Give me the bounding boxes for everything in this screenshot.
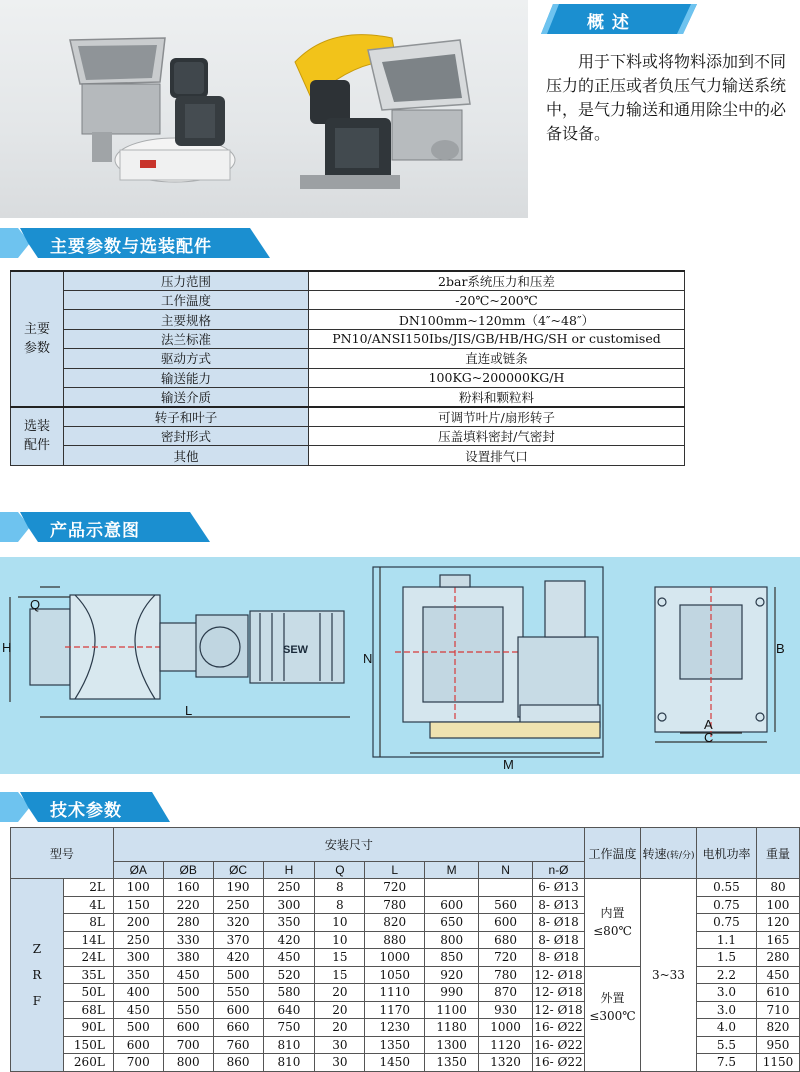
param-label: 输送能力	[64, 368, 309, 387]
table-cell: 1150	[756, 1054, 799, 1072]
table-cell: 100	[113, 879, 163, 897]
diagram-title: 产品示意图	[50, 521, 140, 541]
table-row	[11, 426, 685, 445]
overview-title: 概 述	[587, 13, 630, 33]
param-label: 工作温度	[64, 291, 309, 310]
table-cell: 16- Ø22	[534, 1037, 583, 1052]
table-row	[11, 349, 685, 368]
table-row	[11, 329, 685, 348]
overview-paragraph: 用于下料或将物料添加到不同压力的正压或者负压气力输送系统中，是气力输送和通用除尘中的必备设备。	[546, 52, 787, 143]
table-cell: 0.55	[696, 879, 756, 897]
table-cell: 190	[213, 879, 263, 897]
table-cell: 200	[113, 914, 163, 932]
table-row	[11, 368, 685, 387]
overview-text	[546, 50, 800, 146]
table-cell: 640	[263, 1001, 315, 1019]
product-photo-illustration	[0, 0, 528, 218]
diagram-header	[0, 512, 210, 542]
param-label: 压力范围	[64, 271, 309, 291]
table-cell: 1180	[425, 1019, 479, 1037]
table-cell: 5.5	[696, 1036, 756, 1054]
table-cell: 1000	[479, 1019, 533, 1037]
table-cell: 600	[425, 896, 479, 914]
table-cell: 8- Ø18	[533, 914, 585, 932]
table-cell: 1050	[365, 966, 425, 984]
table-cell: 700	[113, 1054, 163, 1072]
table-cell: 350	[113, 966, 163, 984]
param-value: 可调节叶片/扇形转子	[309, 407, 685, 427]
table-cell: 810	[263, 1054, 315, 1072]
table-cell: 12- Ø18	[534, 985, 583, 1000]
table-cell: 600	[213, 1001, 263, 1019]
table-cell	[479, 879, 533, 897]
table-cell: 380	[163, 949, 213, 967]
table-cell: 4L	[63, 896, 113, 914]
params-group-main	[11, 271, 64, 407]
table-cell: 30	[315, 1036, 365, 1054]
th-dim: L	[365, 862, 425, 879]
table-cell: 12- Ø18	[534, 967, 583, 982]
tech-table-body	[11, 879, 800, 1072]
table-cell: 7.5	[696, 1054, 756, 1072]
params-group-optional	[11, 407, 64, 465]
product-diagram	[0, 557, 800, 774]
table-cell: 500	[113, 1019, 163, 1037]
table-cell: 260L	[63, 1054, 113, 1072]
params-table	[10, 270, 685, 466]
table-cell: 1110	[365, 984, 425, 1002]
dim-label-n: N	[363, 651, 373, 666]
table-cell: 760	[213, 1036, 263, 1054]
table-cell: 930	[479, 1001, 533, 1019]
table-cell: 1170	[365, 1001, 425, 1019]
table-cell: 16- Ø22	[534, 1020, 583, 1035]
params-group-optional-label: 选装 配件	[23, 419, 50, 454]
table-cell: 1120	[479, 1036, 533, 1054]
th-dim: ØA	[113, 862, 163, 879]
series-letter: R	[32, 967, 42, 982]
table-cell: 80	[756, 879, 799, 897]
th-speed	[640, 828, 696, 879]
params-group-main-label: 主要 参数	[23, 321, 50, 356]
table-cell: 1320	[479, 1054, 533, 1072]
table-cell: 420	[213, 949, 263, 967]
table-cell: 800	[163, 1054, 213, 1072]
table-cell: 100	[756, 896, 799, 914]
table-cell: 350	[263, 914, 315, 932]
table-cell: 520	[263, 966, 315, 984]
table-cell: 24L	[63, 949, 113, 967]
product-photo	[0, 0, 528, 218]
table-cell: 1300	[425, 1036, 479, 1054]
table-cell: 120	[756, 914, 799, 932]
tech-table	[10, 827, 800, 1072]
table-cell: 850	[425, 949, 479, 967]
table-cell: 990	[425, 984, 479, 1002]
table-cell: 280	[163, 914, 213, 932]
table-row	[11, 879, 800, 897]
param-value: 直连或链条	[309, 349, 685, 368]
table-cell: 2L	[63, 879, 113, 897]
table-cell: 250	[113, 931, 163, 949]
param-label: 驱动方式	[64, 349, 309, 368]
table-cell: 330	[163, 931, 213, 949]
dim-label-c: C	[704, 730, 714, 745]
th-speed-label: 转速	[642, 846, 667, 861]
table-cell: 300	[263, 896, 315, 914]
table-cell: 15	[315, 966, 365, 984]
table-cell: 780	[479, 966, 533, 984]
table-cell: 10	[315, 914, 365, 932]
table-cell: 20	[315, 1019, 365, 1037]
table-cell: 8- Ø18	[533, 949, 585, 967]
table-cell: 580	[263, 984, 315, 1002]
table-cell: 250	[263, 879, 315, 897]
table-cell: 8- Ø13	[533, 896, 585, 914]
param-value: PN10/ANSI150Ibs/JIS/GB/HB/HG/SH or customised	[309, 329, 685, 348]
table-cell: 950	[756, 1036, 799, 1054]
table-cell: 650	[425, 914, 479, 932]
table-cell: 920	[425, 966, 479, 984]
temp-outer: 外置 ≤300℃	[585, 966, 641, 1071]
th-dim: ØC	[213, 862, 263, 879]
th-dim: M	[425, 862, 479, 879]
table-cell: 3.0	[696, 1001, 756, 1019]
table-cell: 35L	[63, 966, 113, 984]
speed-value: 3~33	[640, 879, 696, 1072]
table-cell: 300	[113, 949, 163, 967]
param-value: 100KG~200000KG/H	[309, 368, 685, 387]
th-dim: N	[479, 862, 533, 879]
table-cell: 8	[315, 879, 365, 897]
table-cell: 450	[756, 966, 799, 984]
table-cell: 0.75	[696, 914, 756, 932]
table-cell: 500	[163, 984, 213, 1002]
table-cell: 14L	[63, 931, 113, 949]
th-dim: Q	[315, 862, 365, 879]
table-cell	[425, 879, 479, 897]
table-cell: 500	[213, 966, 263, 984]
table-cell: 150L	[63, 1036, 113, 1054]
dim-label-q: Q	[30, 597, 41, 612]
param-label: 其他	[64, 446, 309, 465]
table-cell: 450	[113, 1001, 163, 1019]
table-cell: 1.5	[696, 949, 756, 967]
tech-header	[0, 792, 170, 822]
table-cell: 860	[213, 1054, 263, 1072]
table-cell: 3.0	[696, 984, 756, 1002]
param-value: 设置排气口	[309, 446, 685, 465]
table-cell: 320	[213, 914, 263, 932]
params-header	[0, 228, 270, 258]
table-cell: 68L	[63, 1001, 113, 1019]
table-cell: 420	[263, 931, 315, 949]
th-speed-unit: (转/分)	[666, 850, 695, 861]
series-letter: F	[32, 993, 42, 1008]
table-cell: 600	[163, 1019, 213, 1037]
param-value: -20℃~200℃	[309, 291, 685, 310]
table-cell: 820	[756, 1019, 799, 1037]
table-cell: 750	[263, 1019, 315, 1037]
dim-label-m: M	[503, 757, 514, 772]
table-cell: 1.1	[696, 931, 756, 949]
table-cell: 20	[315, 1001, 365, 1019]
table-cell: 800	[425, 931, 479, 949]
table-row	[11, 310, 685, 329]
table-cell: 10	[315, 931, 365, 949]
table-cell: 50L	[63, 984, 113, 1002]
overview-header	[541, 4, 697, 34]
table-cell: 90L	[63, 1019, 113, 1037]
table-row	[11, 407, 685, 427]
table-cell: 16- Ø22	[534, 1055, 583, 1070]
th-weight: 重量	[756, 828, 799, 879]
table-cell: 1230	[365, 1019, 425, 1037]
table-cell: 710	[756, 1001, 799, 1019]
table-cell: 610	[756, 984, 799, 1002]
param-label: 法兰标准	[64, 329, 309, 348]
table-cell: 370	[213, 931, 263, 949]
table-row	[11, 446, 685, 465]
table-cell: 700	[163, 1036, 213, 1054]
th-temp: 工作温度	[585, 828, 641, 879]
table-cell: 780	[365, 896, 425, 914]
tech-title: 技术参数	[50, 801, 122, 821]
table-cell: 600	[113, 1036, 163, 1054]
table-cell: 165	[756, 931, 799, 949]
dim-label-h: H	[2, 640, 12, 655]
table-cell: 680	[479, 931, 533, 949]
table-cell: 8L	[63, 914, 113, 932]
table-cell: 870	[479, 984, 533, 1002]
th-power: 电机功率	[696, 828, 756, 879]
param-value: DN100mm~120mm（4″~48″）	[309, 310, 685, 329]
table-cell: 880	[365, 931, 425, 949]
table-cell: 810	[263, 1036, 315, 1054]
table-cell: 15	[315, 949, 365, 967]
table-cell: 8	[315, 896, 365, 914]
table-cell: 560	[479, 896, 533, 914]
dim-label-l: L	[185, 703, 193, 718]
table-header-row	[11, 828, 800, 862]
table-cell: 550	[163, 1001, 213, 1019]
dim-label-a: A	[704, 717, 713, 732]
table-cell: 150	[113, 896, 163, 914]
table-cell: 220	[163, 896, 213, 914]
table-cell: 1450	[365, 1054, 425, 1072]
table-cell: 30	[315, 1054, 365, 1072]
th-install: 安装尺寸	[113, 828, 584, 862]
table-cell: 20	[315, 984, 365, 1002]
table-cell: 1100	[425, 1001, 479, 1019]
params-title: 主要参数与选装配件	[50, 237, 212, 257]
table-cell: 280	[756, 949, 799, 967]
series-letters	[11, 879, 64, 1072]
table-cell: 250	[213, 896, 263, 914]
th-model: 型号	[11, 828, 114, 879]
diagram-drawing	[0, 557, 800, 774]
table-row	[11, 291, 685, 310]
th-dim: ØB	[163, 862, 213, 879]
param-label: 输送介质	[64, 387, 309, 407]
th-dim: H	[263, 862, 315, 879]
table-cell: 450	[263, 949, 315, 967]
temp-inner: 内置 ≤80℃	[585, 879, 641, 967]
table-cell: 8- Ø18	[533, 931, 585, 949]
table-cell: 1000	[365, 949, 425, 967]
dim-label-b: B	[776, 641, 785, 656]
table-cell: 600	[479, 914, 533, 932]
th-dim: n-Ø	[533, 862, 585, 879]
table-cell: 720	[365, 879, 425, 897]
table-cell: 2.2	[696, 966, 756, 984]
table-cell: 1350	[425, 1054, 479, 1072]
table-row	[11, 387, 685, 407]
param-label: 主要规格	[64, 310, 309, 329]
table-cell: 820	[365, 914, 425, 932]
table-cell: 6- Ø13	[533, 879, 585, 897]
table-cell: 0.75	[696, 896, 756, 914]
table-row	[11, 271, 685, 291]
param-label: 密封形式	[64, 426, 309, 445]
series-letter: Z	[32, 941, 42, 956]
param-value: 压盖填料密封/气密封	[309, 426, 685, 445]
param-value: 2bar系统压力和压差	[309, 271, 685, 291]
param-value: 粉料和颗粒料	[309, 387, 685, 407]
param-label: 转子和叶子	[64, 407, 309, 427]
table-cell: 4.0	[696, 1019, 756, 1037]
table-cell: 450	[163, 966, 213, 984]
table-cell: 550	[213, 984, 263, 1002]
table-cell: 1350	[365, 1036, 425, 1054]
table-cell: 660	[213, 1019, 263, 1037]
table-cell: 12- Ø18	[534, 1002, 583, 1017]
table-cell: 720	[479, 949, 533, 967]
table-cell: 160	[163, 879, 213, 897]
table-cell: 400	[113, 984, 163, 1002]
diagram-motor-label: SEW	[283, 644, 309, 656]
